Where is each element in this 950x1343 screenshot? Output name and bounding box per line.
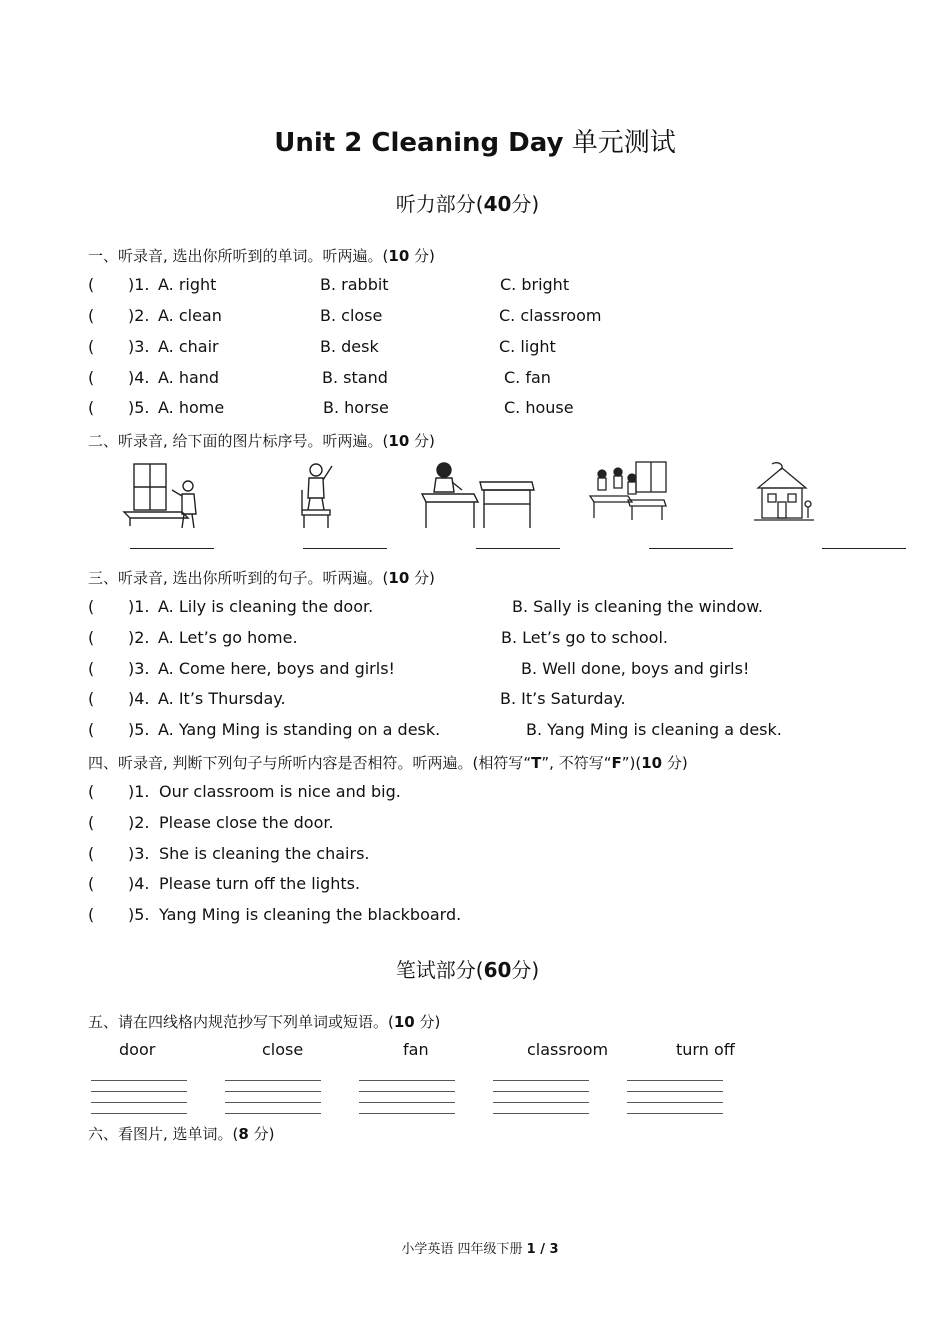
copy-word: turn off [676,1040,735,1059]
girl-cleaning-desk-icon [418,460,538,530]
four-line-grid[interactable] [627,1080,723,1114]
section-4-heading: 四、听录音, 判断下列句子与所听内容是否相符。听两遍。(相符写“T”, 不符写“F”)(10 分) [88,754,688,772]
section-1-heading: 一、听录音, 选出你所听到的单词。听两遍。(10 分) [88,247,435,265]
answer-blank[interactable] [303,548,387,549]
section-6-heading: 六、看图片, 选单词。(8 分) [88,1125,275,1143]
title-en: Unit 2 Cleaning Day [274,128,564,158]
page-title [0,122,950,159]
copy-word: close [262,1040,304,1059]
house-icon [752,460,816,524]
classroom-children-icon [588,460,672,524]
answer-blank[interactable] [649,548,733,549]
copy-word: fan [403,1040,429,1059]
copy-word: door [119,1040,156,1059]
title-cn: 单元测试 [571,128,676,158]
answer-blank[interactable] [476,548,560,549]
four-line-grid[interactable] [359,1080,455,1114]
part-writing-heading: 笔试部分(60分) [395,958,540,982]
window-cleaning-icon [122,460,202,530]
boy-on-chair-icon [294,460,344,530]
section-5-heading: 五、请在四线格内规范抄写下列单词或短语。(10 分) [88,1013,441,1031]
section-2-heading: 二、听录音, 给下面的图片标序号。听两遍。(10 分) [88,432,435,450]
answer-blank[interactable] [822,548,906,549]
page-footer: 小学英语 四年级下册 1 / 3 [401,1242,559,1257]
four-line-grid[interactable] [91,1080,187,1114]
four-line-grid[interactable] [493,1080,589,1114]
four-line-grid[interactable] [225,1080,321,1114]
answer-blank[interactable] [130,548,214,549]
section-3-heading: 三、听录音, 选出你所听到的句子。听两遍。(10 分) [88,569,435,587]
part-listening-heading: 听力部分(40分) [395,192,540,216]
copy-word: classroom [527,1040,609,1059]
